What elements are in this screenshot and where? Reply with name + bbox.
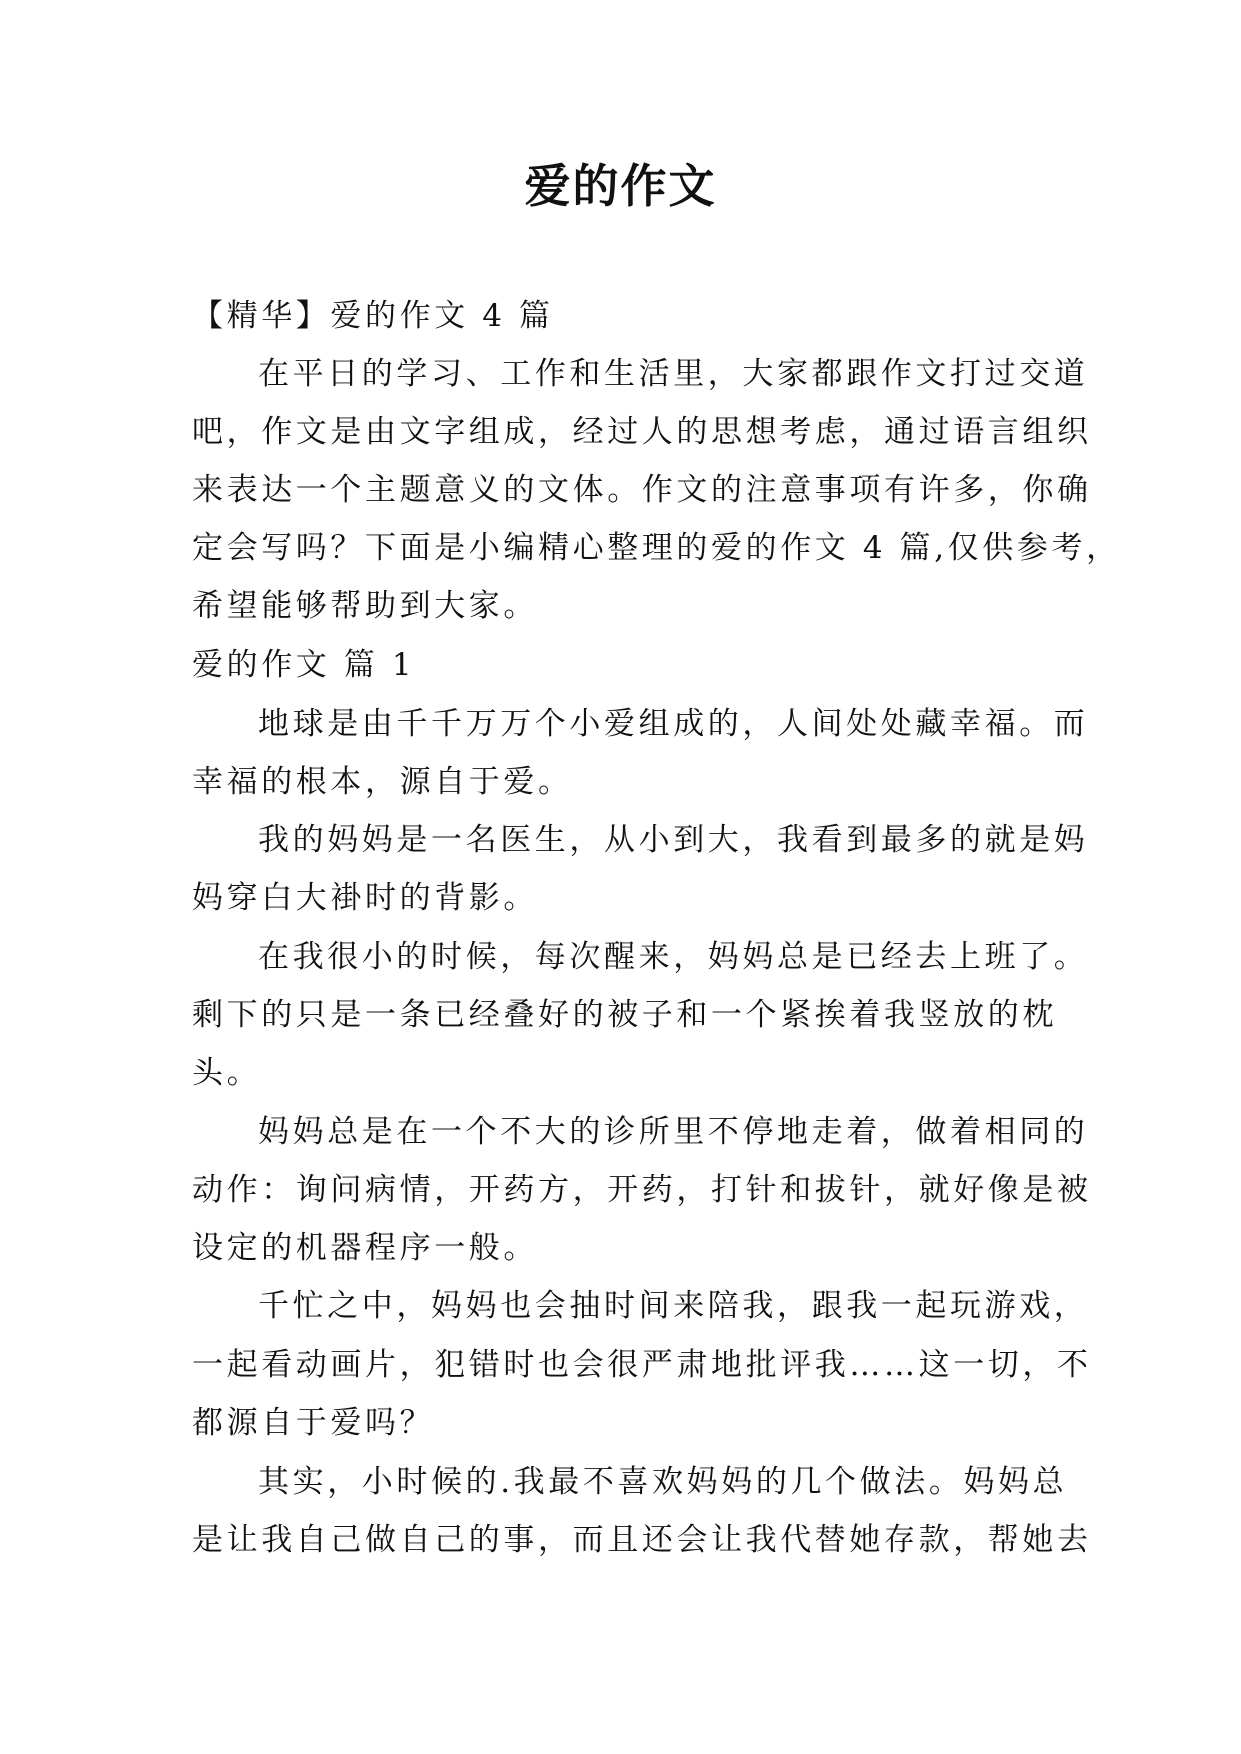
essay-heading: 爱的作文 篇 1 (192, 647, 416, 683)
paragraph-line: 一起看动画片，犯错时也会很严肃地批评我……这一切，不 (192, 1347, 1092, 1383)
paragraph-line: 妈穿白大褂时的背影。 (192, 880, 538, 916)
paragraph-line: 地球是由千千万万个小爱组成的，人间处处藏幸福。而 (258, 706, 1089, 742)
section-heading: 【精华】爱的作文 4 篇 (192, 298, 554, 334)
document-title: 爱的作文 (524, 159, 717, 213)
paragraph-line: 在平日的学习、工作和生活里，大家都跟作文打过交道 (258, 356, 1089, 392)
paragraph-line: 都源自于爱吗？ (192, 1405, 435, 1441)
paragraph-line: 千忙之中，妈妈也会抽时间来陪我，跟我一起玩游戏， (258, 1288, 1089, 1324)
paragraph-line: 定会写吗？下面是小编精心整理的爱的作文 4 篇,仅供参考， (192, 530, 1121, 566)
paragraph-line: 在我很小的时候，每次醒来，妈妈总是已经去上班了。 (258, 939, 1089, 975)
paragraph-line: 吧，作文是由文字组成，经过人的思想考虑，通过语言组织 (192, 414, 1092, 450)
paragraph-line: 妈妈总是在一个不大的诊所里不停地走着，做着相同的 (258, 1114, 1089, 1150)
paragraph-line: 希望能够帮助到大家。 (192, 588, 538, 624)
paragraph-line: 我的妈妈是一名医生，从小到大，我看到最多的就是妈 (258, 822, 1089, 858)
paragraph-line: 其实，小时候的.我最不喜欢妈妈的几个做法。妈妈总 (258, 1464, 1068, 1500)
paragraph-line: 动作：询问病情，开药方，开药，打针和拔针，就好像是被 (192, 1172, 1092, 1208)
paragraph-line: 设定的机器程序一般。 (192, 1230, 538, 1266)
paragraph-line: 头。 (192, 1055, 262, 1091)
paragraph-line: 来表达一个主题意义的文体。作文的注意事项有许多，你确 (192, 472, 1092, 508)
paragraph-line: 是让我自己做自己的事，而且还会让我代替她存款，帮她去 (192, 1522, 1092, 1558)
paragraph-line: 剩下的只是一条已经叠好的被子和一个紧挨着我竖放的枕 (192, 997, 1057, 1033)
paragraph-line: 幸福的根本，源自于爱。 (192, 764, 573, 800)
